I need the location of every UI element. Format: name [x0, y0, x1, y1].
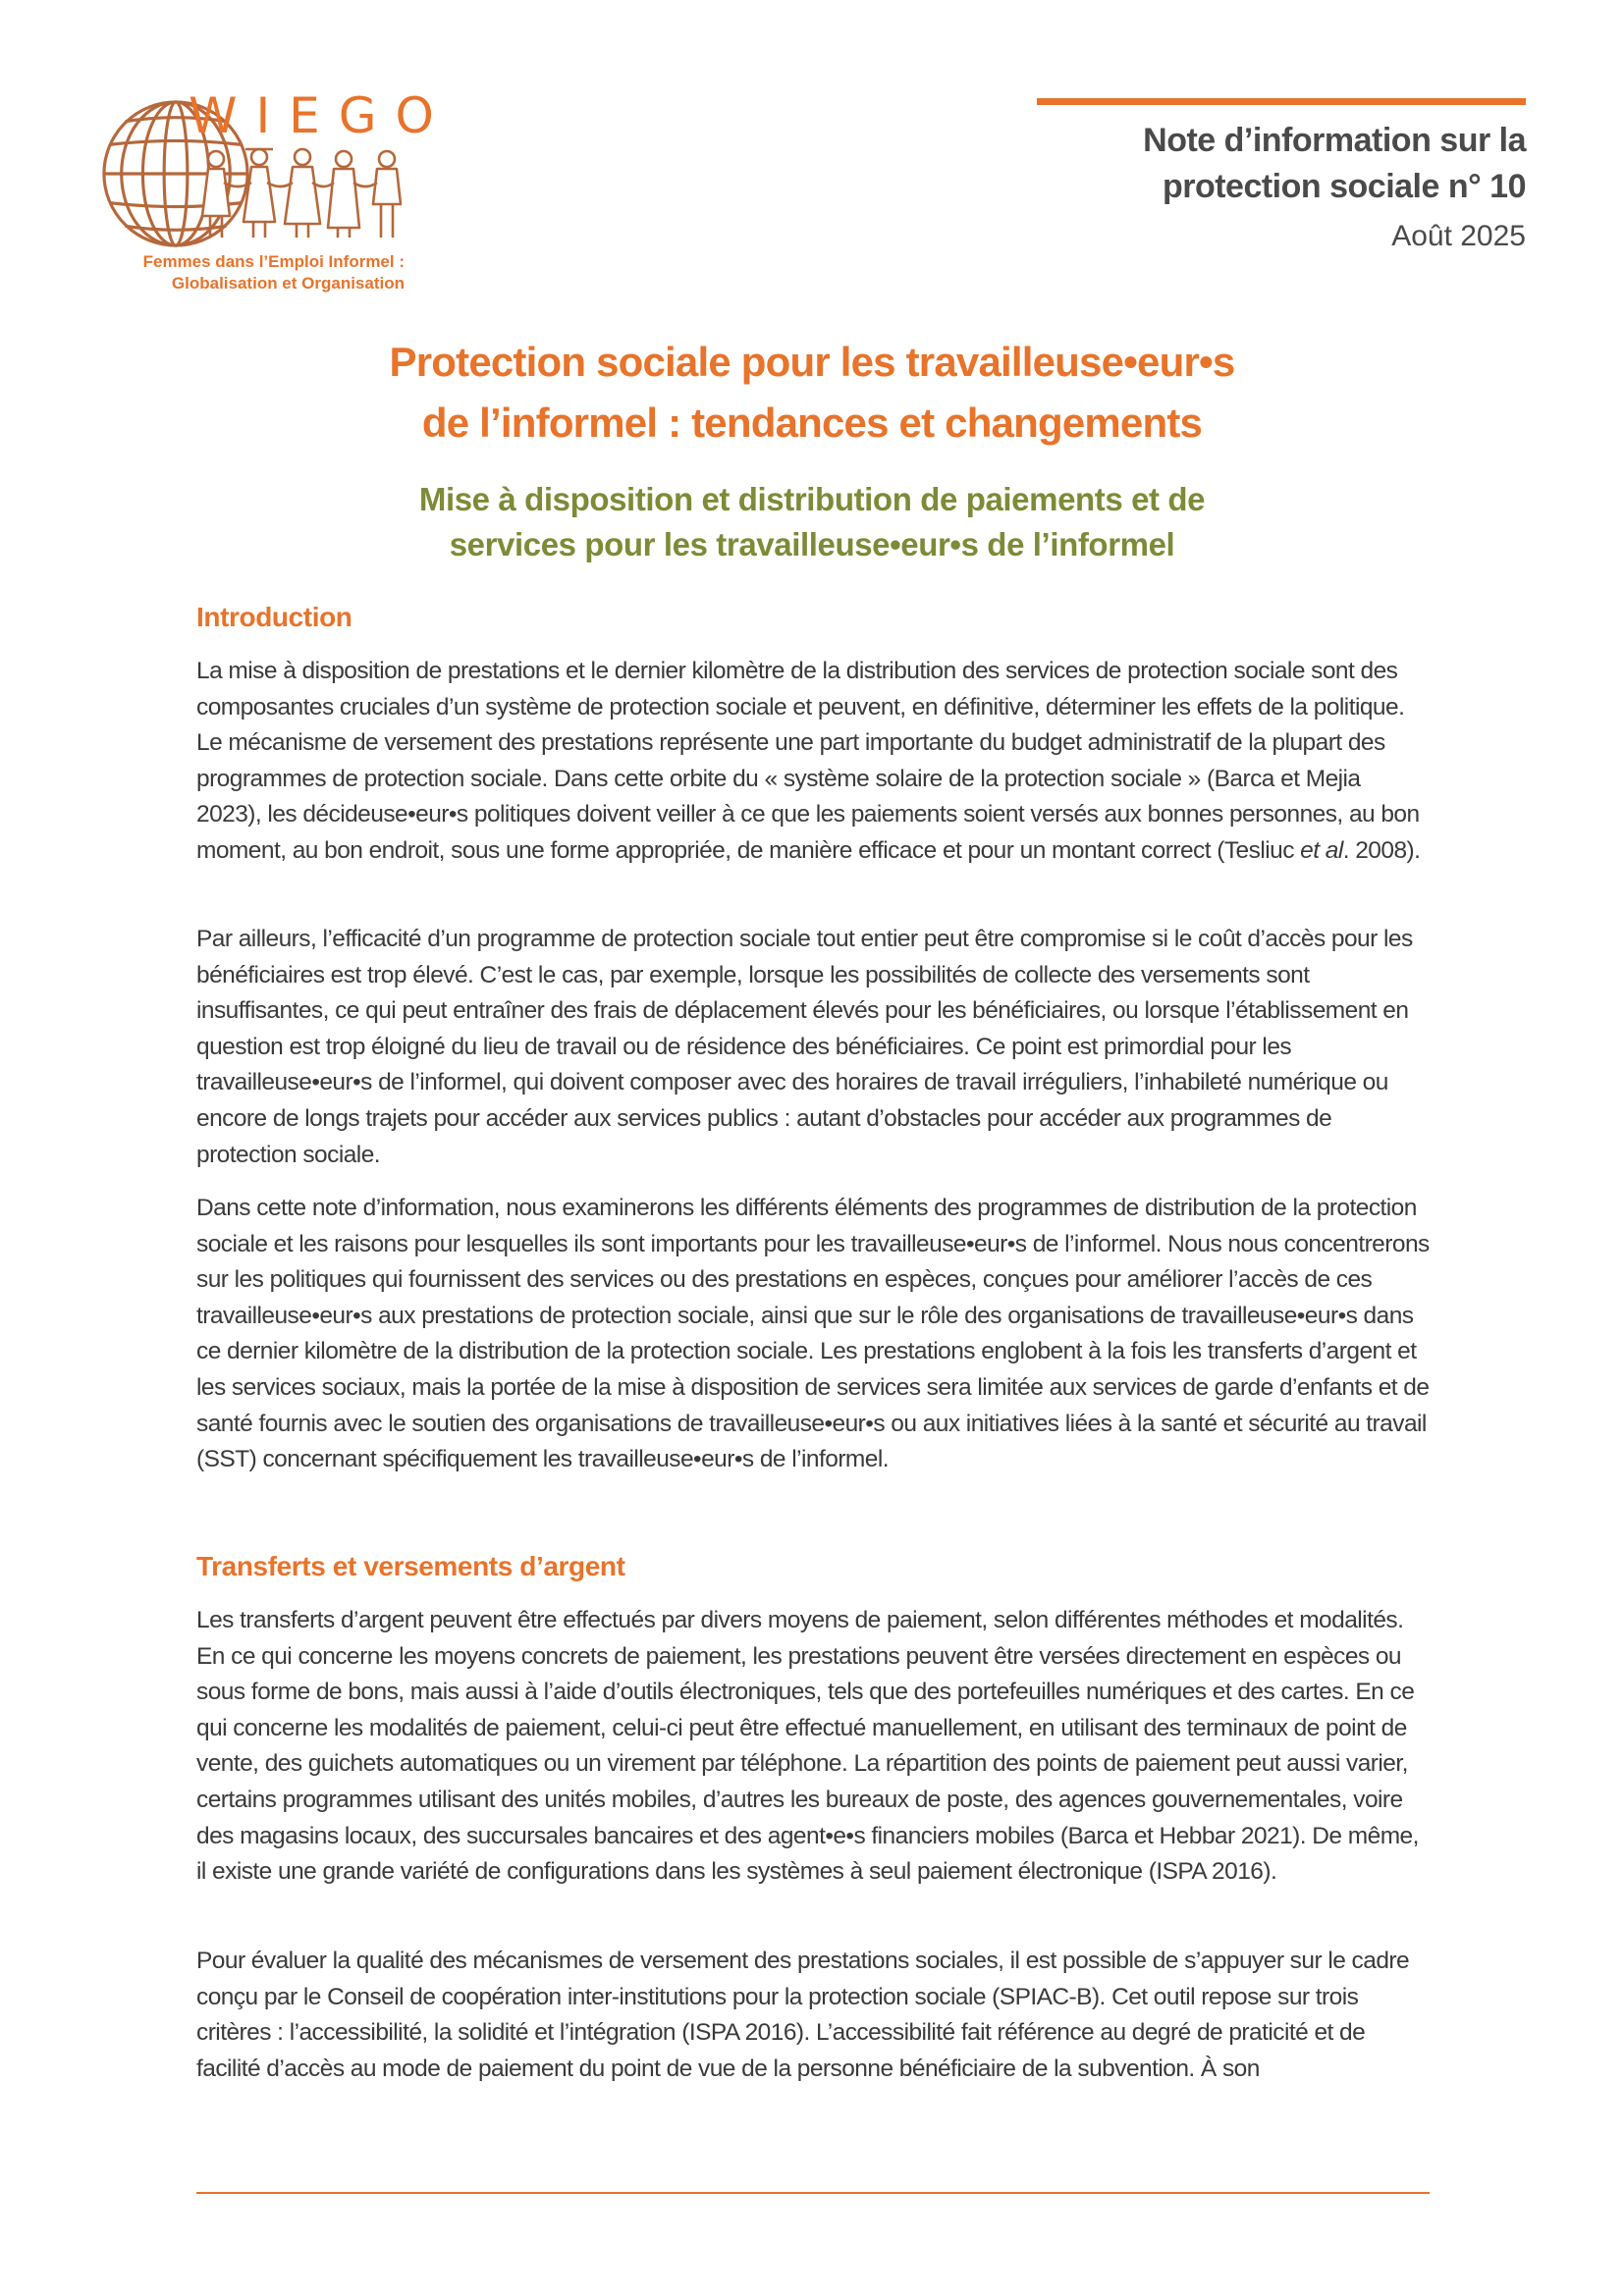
- header-rule: [1037, 98, 1526, 105]
- intro-paragraph-3: Dans cette note d’information, nous examinerons les différents éléments des programmes de distribution de la protection sociale et les raisons pour lesquelles ils sont importants pour les travailleuse•eur•s de l’informel. Nous nous concentrerons sur les politiques qui fournissent des services ou des prestations en espèces, conçues pour améliorer l’accès de ces travailleuse•eur•s aux prestations de protection sociale, ainsi que sur le rôle des organisations de travailleuse•eur•s dans ce dernier kilomètre de la distribution de la protection sociale. Les prestations englobent à la fois les transferts d’argent et les services sociaux, mais la portée de la mise à disposition de services sera limitée aux services de garde d’enfants et de santé fournis avec le soutien des organisations de travailleuse•eur•s ou aux initiatives liées à la santé et sécurité au travail (SST) concernant spécifiquement les travailleuse•eur•s de l’informel.: [196, 1195, 1430, 1473]
- logo-tagline-line1: Femmes dans l’Emploi Informel :: [142, 252, 405, 271]
- transfers-paragraph-2: Pour évaluer la qualité des mécanismes de versement des prestations sociales, il est possible de s’appuyer sur le cadre conçu par le Conseil de coopération inter-institutions pour la protection sociale (SPIAC-B). Cet outil repose sur trois critères : l’accessibilité, la solidité et l’intégration (ISPA 2016). L’accessibilité fait référence au degré de praticité et de facilité d’accès au mode de paiement du point de vue de la personne bénéficiaire de la subvention. À son: [196, 1948, 1410, 2082]
- section-heading-introduction: Introduction: [196, 602, 352, 632]
- intro-paragraph-1-text: La mise à disposition de prestations et le dernier kilomètre de la distribution des services de protection sociale sont des composantes cruciales d’un système de protection sociale et peuvent, en définitive, déterminer les effets de la politique. Le mécanisme de versement des prestations représente une part importante du budget administratif de la plupart des programmes de protection sociale. Dans cette orbite du « système solaire de la protection sociale » (Barca et Mejia 2023), les décideuse•eur•s politiques doivent veiller à ce que les paiements soient versés aux bonnes personnes, au bon moment, au bon endroit, sous une forme appropriée, de manière efficace et pour un montant correct (Tesliuc: [196, 658, 1420, 864]
- logo-tagline: [94, 251, 405, 294]
- footer-rule: [196, 2192, 1430, 2194]
- note-series-line1: Note d’information sur la: [1143, 122, 1526, 159]
- logo-tagline-line2: Globalisation et Organisation: [171, 274, 405, 293]
- document-title-line2: de l’informel : tendances et changements: [421, 400, 1203, 446]
- logo-wordmark: WIEGO: [189, 87, 453, 144]
- publication-date: Août 2025: [1391, 220, 1526, 252]
- intro-paragraph-2: Par ailleurs, l’efficacité d’un programme de protection sociale tout entier peut être compromise si le coût d’accès pour les bénéficiaires est trop élevé. C’est le cas, par exemple, lorsque les possibilités de collecte des versements sont insuffisantes, ce qui peut entraîner des frais de déplacement élevés pour les bénéficiaires, ou lorsque l’établissement en question est trop éloigné du lieu de travail ou de résidence des bénéficiaires. Ce point est primordial pour les travailleuse•eur•s de l’informel, qui doivent composer avec des horaires de travail irréguliers, l’inhabileté numérique ou encore de longs trajets pour accéder aux services publics : autant d’obstacles pour accéder aux programmes de protection sociale.: [196, 926, 1413, 1168]
- document-title-line1: Protection sociale pour les travailleuse•eur•s: [389, 339, 1235, 385]
- note-series-line2: protection sociale n° 10: [1162, 168, 1526, 205]
- document-title: [196, 332, 1428, 454]
- transfers-paragraph-1: Les transferts d’argent peuvent être effectués par divers moyens de paiement, selon différentes méthodes et modalités. En ce qui concerne les moyens concrets de paiement, les prestations peuvent être versées directement en espèces ou sous forme de bons, mais aussi à l’aide d’outils électroniques, tels que des portefeuilles numériques et des cartes. En ce qui concerne les modalités de paiement, celui-ci peut être effectué manuellement, en utilisant des terminaux de point de vente, des guichets automatiques ou un virement par téléphone. La répartition des points de paiement peut aussi varier, certains programmes utilisant des unités mobiles, d’autres les bureaux de poste, des agences gouvernementales, voire des magasins locaux, des succursales bancaires et des agent•e•s financiers mobiles (Barca et Hebbar 2021). De même, il existe une grande variété de configurations dans les systèmes à seul paiement électronique (ISPA 2016).: [196, 1607, 1419, 1886]
- document-subtitle-line2: services pour les travailleuse•eur•s de l’informel: [449, 526, 1175, 562]
- wiego-logo: [94, 87, 453, 296]
- note-series-title: [982, 118, 1526, 210]
- intro-paragraph-1: [196, 654, 1430, 870]
- intro-paragraph-1-end: . 2008).: [1342, 836, 1421, 864]
- document-subtitle: [255, 477, 1369, 567]
- document-subtitle-line1: Mise à disposition et distribution de paiements et de: [418, 481, 1206, 517]
- people-illustration-icon: [194, 139, 412, 326]
- intro-paragraph-1-italic: et al: [1300, 836, 1343, 864]
- section-heading-transfers: Transferts et versements d’argent: [196, 1551, 625, 1581]
